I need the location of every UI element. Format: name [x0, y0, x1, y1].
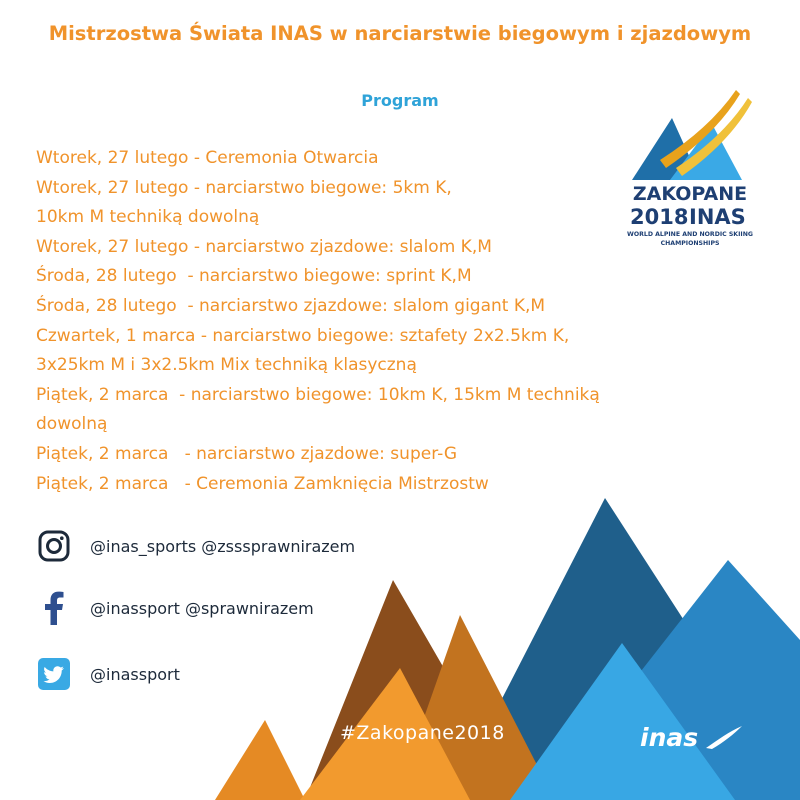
page-title: Mistrzostwa Świata INAS w narciarstwie biegowym i zjazdowym	[48, 22, 752, 45]
logo-zakopane: ZAKOPANE	[632, 183, 748, 205]
logo-tagline-2: CHAMPIONSHIPS	[660, 240, 720, 247]
program-line: Piątek, 2 marca - Ceremonia Zamknięcia Mistrzostw	[36, 473, 489, 494]
zakopane-2018-logo	[620, 88, 760, 268]
program-line: Środa, 28 lutego - narciarstwo zjazdowe: slalom gigant K,M	[36, 295, 546, 316]
logo-year: 2018	[630, 205, 689, 229]
program-line: 3x25km M i 3x2.5km Mix techniką klasyczną	[36, 355, 417, 376]
instagram-handles[interactable]: @inas_sports @zsssprawnirazem	[90, 536, 356, 556]
program-line: dowolną	[36, 414, 108, 435]
twitter-icon[interactable]	[36, 656, 72, 692]
facebook-handles[interactable]: @inassport @sprawnirazem	[90, 598, 314, 618]
program-line: Czwartek, 1 marca - narciarstwo biegowe: sztafety 2x2.5km K,	[36, 325, 570, 346]
program-line: Wtorek, 27 lutego - Ceremonia Otwarcia	[36, 148, 379, 168]
program-heading: Program	[361, 91, 439, 110]
inas-logo-text: inas	[640, 723, 699, 752]
hashtag: #Zakopane2018	[340, 722, 505, 744]
program-line: Wtorek, 27 lutego - narciarstwo zjazdowe: slalom K,M	[36, 236, 492, 257]
logo-brand: INAS	[689, 205, 746, 229]
instagram-icon[interactable]	[36, 528, 72, 564]
social-row-facebook	[36, 590, 314, 626]
inas-swoosh	[706, 726, 742, 749]
mountain-orange-left	[215, 720, 305, 800]
social-row-instagram	[36, 528, 355, 564]
logo-tagline-1: WORLD ALPINE AND NORDIC SKIING	[627, 231, 753, 238]
program-line: Środa, 28 lutego - narciarstwo biegowe: sprint K,M	[36, 266, 472, 287]
program-line: Piątek, 2 marca - narciarstwo zjazdowe: super-G	[36, 443, 458, 464]
facebook-icon[interactable]	[36, 590, 72, 626]
program-line: 10km M techniką dowolną	[36, 207, 260, 228]
inas-brand-logo	[638, 722, 748, 752]
twitter-handle[interactable]: @inassport	[90, 664, 180, 684]
program-line: Piątek, 2 marca - narciarstwo biegowe: 10km K, 15km M techniką	[36, 384, 600, 405]
social-row-twitter	[36, 656, 180, 692]
program-line: Wtorek, 27 lutego - narciarstwo biegowe: 5km K,	[36, 177, 452, 198]
